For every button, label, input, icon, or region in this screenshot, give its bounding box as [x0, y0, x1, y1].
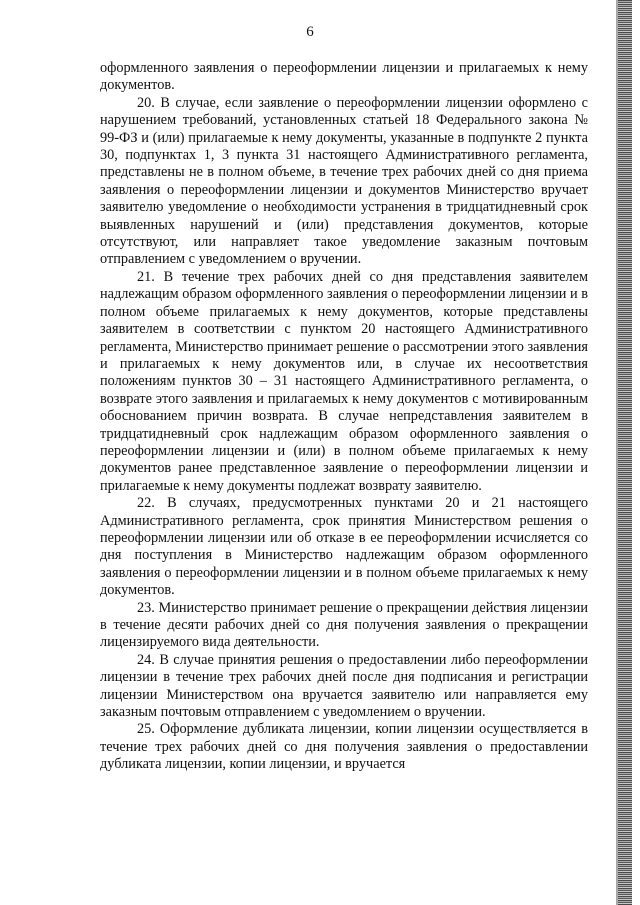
paragraph-continuation: оформленного заявления о переоформлении лицензии и прилагаемых к нему документов. [100, 60, 588, 94]
paragraph-23: 23. Министерство принимает решение о прекращении действия лицензии в течение десяти рабочих дней со дня получения заявления о прекращении лицензируемого вида деятельности. [100, 599, 588, 651]
paragraph-20: 20. В случае, если заявление о переоформлении лицензии оформлено с нарушением требований, установленных статьей 18 Федерального закона № 99-ФЗ и (или) прилагаемые к нему документы, указанные в подпункте 2 пункта 30, подпунктах 1, 3 пункта 31 настоящего Административного регламента, представлены не в полном объеме, в течение трех рабочих дней со дня приема заявления о переоформлении лицензии и документов Министерство вручает заявителю уведомление о необходимости устранения в тридцатидневный срок выявленных нарушений и (или) представления документов, которые отсутствуют, или направляет такое уведомление заказным почтовым отправлением с уведомлением о вручении. [100, 94, 588, 268]
paragraph-25: 25. Оформление дубликата лицензии, копии лицензии осуществляется в течение трех рабочих дней со дня получения заявления о предоставлении дубликата лицензии, копии лицензии, и вручается [100, 721, 588, 773]
paragraph-24: 24. В случае принятия решения о предоставлении либо переоформлении лицензии в течение трех рабочих дней после дня подписания и регистрации лицензии Министерством она вручается заявителю или направляется ему заказным почтовым отправлением с уведомлением о вручении. [100, 651, 588, 721]
paragraph-21: 21. В течение трех рабочих дней со дня представления заявителем надлежащим образом оформленного заявления о переоформлении лицензии и в полном объеме прилагаемых к нему документов, которые представлены заявителем в соответствии с пунктом 20 настоящего Административного регламента, Министерство принимает решение о рассмотрении этого заявления и прилагаемых к нему документов или, в случае их несоответствия положениям пунктов 30 – 31 настоящего Административного регламента, о возврате этого заявления и прилагаемых к нему документов с мотивированным обоснованием причин возврата. В случае непредставления заявителем в тридцатидневный срок надлежащим образом оформленного заявления о переоформлении лицензии и (или) в полном объеме прилагаемых к нему документов ранее представленное заявление о переоформлении лицензии и прилагаемые к нему документы подлежат возврату заявителю. [100, 268, 588, 494]
document-body [100, 60, 588, 774]
scan-edge-binding [618, 0, 632, 905]
paragraph-22: 22. В случаях, предусмотренных пунктами 20 и 21 настоящего Административного регламента, срок принятия Министерством решения о переоформлении лицензии или об отказе в ее переоформлении исчисляется со дня поступления в Министерство надлежащим образом оформленного заявления о переоформлении лицензии и в полном объеме прилагаемых к нему документов. [100, 495, 588, 599]
page-number: 6 [306, 24, 314, 40]
